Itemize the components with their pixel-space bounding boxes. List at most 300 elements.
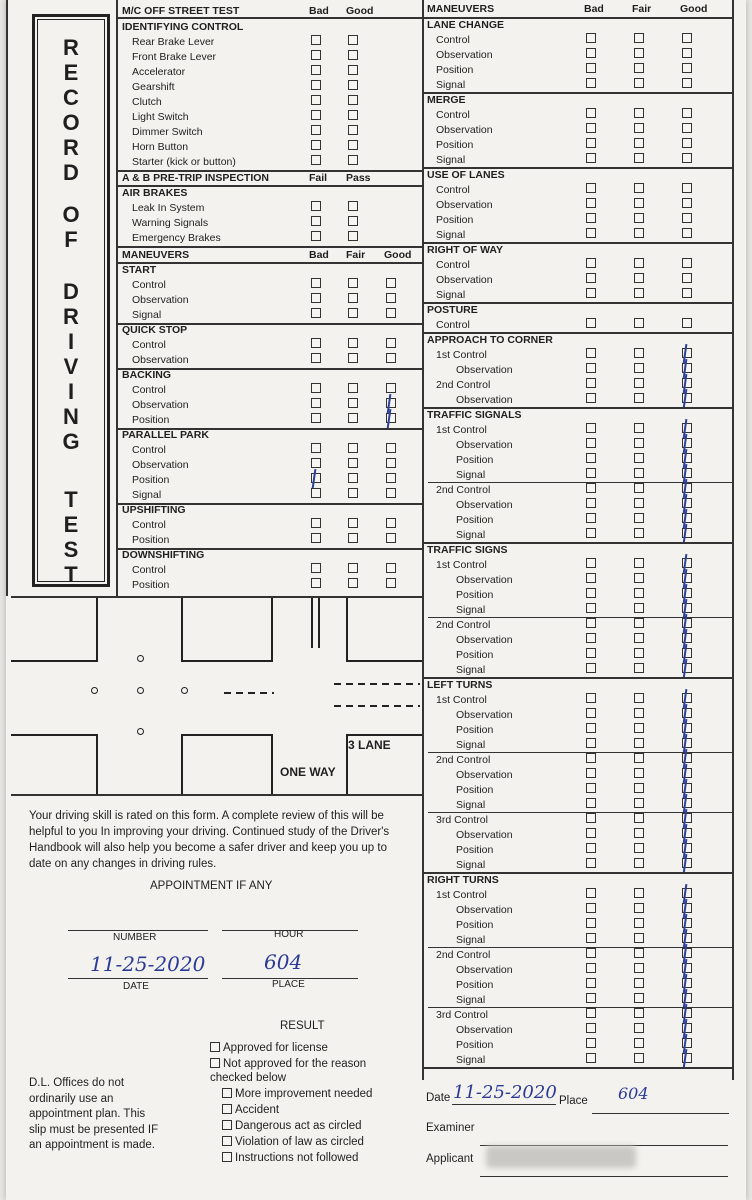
marker-dot <box>137 728 144 735</box>
fair-checkbox[interactable] <box>634 663 644 673</box>
fair-checkbox[interactable] <box>634 48 644 58</box>
row-label: Observation <box>132 459 189 471</box>
good-checkbox[interactable] <box>682 198 692 208</box>
bad-checkbox[interactable] <box>586 33 596 43</box>
fair-checkbox[interactable] <box>634 318 644 328</box>
result-checkbox[interactable] <box>222 1120 232 1130</box>
good-checkbox[interactable] <box>682 1053 692 1063</box>
fair-checkbox[interactable] <box>634 948 644 958</box>
fair-checkbox[interactable] <box>634 513 644 523</box>
bad-checkbox[interactable] <box>586 528 596 538</box>
signoff-place-value: 604 <box>618 1084 649 1103</box>
bad-checkbox[interactable] <box>586 348 596 358</box>
row-label: Control <box>436 109 470 121</box>
bad-checkbox[interactable] <box>586 798 596 808</box>
good-checkbox[interactable] <box>682 63 692 73</box>
good-checkbox[interactable] <box>682 903 692 913</box>
good-checkbox[interactable] <box>682 978 692 988</box>
good-checkbox[interactable] <box>682 453 692 463</box>
bad-checkbox[interactable] <box>586 138 596 148</box>
bad-checkbox[interactable] <box>586 363 596 373</box>
road-line <box>11 660 98 662</box>
bad-checkbox[interactable] <box>586 1023 596 1033</box>
fair-checkbox[interactable] <box>634 63 644 73</box>
row-label: Observation <box>456 1024 513 1036</box>
fair-checkbox[interactable] <box>634 108 644 118</box>
result-checkbox[interactable] <box>222 1152 232 1162</box>
good-checkbox[interactable] <box>682 138 692 148</box>
good-checkbox[interactable] <box>682 183 692 193</box>
good-checkbox[interactable] <box>682 33 692 43</box>
checklist-row <box>6 573 732 588</box>
good-checkbox[interactable] <box>682 708 692 718</box>
bad-checkbox[interactable] <box>311 95 321 105</box>
fair-checkbox[interactable] <box>634 963 644 973</box>
fair-checkbox[interactable] <box>634 213 644 223</box>
bad-checkbox[interactable] <box>586 273 596 283</box>
checklist-row <box>6 33 732 48</box>
reason-option <box>222 1135 364 1150</box>
row-label: Observation <box>456 769 513 781</box>
good-checkbox[interactable] <box>682 603 692 613</box>
fair-checkbox[interactable] <box>634 1023 644 1033</box>
good-checkbox[interactable] <box>682 843 692 853</box>
good-checkbox[interactable] <box>682 423 692 433</box>
bad-checkbox[interactable] <box>586 513 596 523</box>
fair-checkbox[interactable] <box>634 933 644 943</box>
good-checkbox[interactable] <box>682 123 692 133</box>
title-letter: R <box>63 304 79 329</box>
row-label: Signal <box>456 739 486 751</box>
bad-checkbox[interactable] <box>586 858 596 868</box>
fair-checkbox[interactable] <box>634 843 644 853</box>
bad-checkbox[interactable] <box>586 48 596 58</box>
good-checkbox[interactable] <box>682 948 692 958</box>
bad-checkbox[interactable] <box>586 633 596 643</box>
bad-checkbox[interactable] <box>586 663 596 673</box>
result-checkbox[interactable] <box>210 1058 220 1068</box>
bad-checkbox[interactable] <box>586 198 596 208</box>
good-checkbox[interactable] <box>682 393 692 403</box>
good-checkbox[interactable] <box>682 378 692 388</box>
bad-checkbox[interactable] <box>586 558 596 568</box>
one-way-label: ONE WAY <box>280 765 336 779</box>
checklist-row <box>6 708 732 723</box>
row-label: 2nd Control <box>436 619 491 631</box>
row-label: Control <box>132 279 166 291</box>
good-checkbox[interactable] <box>682 633 692 643</box>
fair-checkbox[interactable] <box>634 1008 644 1018</box>
title-letter: D <box>63 160 79 185</box>
good-checkbox[interactable] <box>682 528 692 538</box>
fair-checkbox[interactable] <box>634 573 644 583</box>
good-checkbox[interactable] <box>682 78 692 88</box>
bad-checkbox[interactable] <box>586 933 596 943</box>
bad-checkbox[interactable] <box>586 768 596 778</box>
good-checkbox[interactable] <box>682 723 692 733</box>
row-label: Observation <box>436 49 493 61</box>
bad-checkbox[interactable] <box>586 948 596 958</box>
good-checkbox[interactable] <box>682 738 692 748</box>
bad-checkbox[interactable] <box>586 648 596 658</box>
bad-checkbox[interactable] <box>586 573 596 583</box>
good-checkbox[interactable] <box>386 413 396 423</box>
good-checkbox[interactable] <box>682 648 692 658</box>
fair-checkbox[interactable] <box>634 693 644 703</box>
result-checkbox[interactable] <box>222 1104 232 1114</box>
good-checkbox[interactable] <box>682 288 692 298</box>
row-label: Observation <box>436 199 493 211</box>
bad-checkbox[interactable] <box>586 843 596 853</box>
checklist-row <box>6 63 732 78</box>
fair-checkbox[interactable] <box>634 228 644 238</box>
fair-checkbox[interactable] <box>634 588 644 598</box>
title-letter: G <box>62 429 80 454</box>
good-checkbox[interactable] <box>682 693 692 703</box>
checklist-row <box>6 183 732 198</box>
fair-checkbox[interactable] <box>634 153 644 163</box>
bad-checkbox[interactable] <box>586 108 596 118</box>
bad-checkbox[interactable] <box>586 693 596 703</box>
good-checkbox[interactable] <box>682 993 692 1003</box>
redacted-applicant-name <box>486 1146 636 1168</box>
row-label: Control <box>436 184 470 196</box>
fair-checkbox[interactable] <box>634 468 644 478</box>
col-header-pass: Pass <box>346 172 371 184</box>
good-checkbox[interactable] <box>682 663 692 673</box>
bad-checkbox[interactable] <box>586 468 596 478</box>
bad-checkbox[interactable] <box>586 258 596 268</box>
bad-checkbox[interactable] <box>586 123 596 133</box>
good-checkbox[interactable] <box>682 753 692 763</box>
good-checkbox[interactable] <box>682 768 692 778</box>
bad-checkbox[interactable] <box>586 978 596 988</box>
row-label: 1st Control <box>436 694 487 706</box>
group-header: TRAFFIC SIGNS <box>427 544 508 556</box>
row-label: Signal <box>456 799 486 811</box>
fair-checkbox[interactable] <box>634 393 644 403</box>
reason-option <box>222 1151 358 1166</box>
bad-checkbox[interactable] <box>311 413 321 423</box>
fair-checkbox[interactable] <box>634 33 644 43</box>
row-label: Signal <box>436 154 466 166</box>
col-header-good: Good <box>346 5 374 17</box>
fair-checkbox[interactable] <box>634 423 644 433</box>
road-line <box>271 734 273 794</box>
bad-checkbox[interactable] <box>586 903 596 913</box>
row-label: 2nd Control <box>436 949 491 961</box>
good-checkbox[interactable] <box>682 48 692 58</box>
good-checkbox[interactable] <box>682 363 692 373</box>
good-checkbox[interactable] <box>682 573 692 583</box>
checklist-row <box>6 378 732 393</box>
bad-checkbox[interactable] <box>586 318 596 328</box>
signoff-date-line <box>452 1104 556 1105</box>
good-checkbox[interactable] <box>682 108 692 118</box>
bad-checkbox[interactable] <box>586 288 596 298</box>
good-checkbox[interactable] <box>682 483 692 493</box>
result-checkbox[interactable] <box>222 1136 232 1146</box>
row-label: Position <box>132 579 170 591</box>
group-header: RIGHT OF WAY <box>427 244 504 256</box>
appointment-place-value: 604 <box>264 950 303 974</box>
road-line <box>318 598 320 648</box>
fair-checkbox[interactable] <box>634 648 644 658</box>
good-checkbox[interactable] <box>682 798 692 808</box>
fair-checkbox[interactable] <box>634 798 644 808</box>
bad-checkbox[interactable] <box>586 813 596 823</box>
bad-checkbox[interactable] <box>586 588 596 598</box>
signoff-place-line <box>592 1113 729 1114</box>
row-label: Position <box>456 919 494 931</box>
row-label: 2nd Control <box>436 754 491 766</box>
fair-checkbox[interactable] <box>634 618 644 628</box>
good-checkbox[interactable] <box>682 228 692 238</box>
group-header: BACKING <box>122 369 171 381</box>
bad-checkbox[interactable] <box>586 153 596 163</box>
row-label: Front Brake Lever <box>132 51 217 63</box>
row-label: Signal <box>456 859 486 871</box>
fair-checkbox[interactable] <box>348 308 358 318</box>
good-checkbox[interactable] <box>682 1038 692 1048</box>
fair-checkbox[interactable] <box>634 918 644 928</box>
bad-checkbox[interactable] <box>586 828 596 838</box>
good-checkbox[interactable] <box>682 498 692 508</box>
road-line <box>181 598 183 662</box>
row-label: Observation <box>456 394 513 406</box>
bad-checkbox[interactable] <box>586 393 596 403</box>
good-checkbox[interactable] <box>682 858 692 868</box>
reason-option <box>222 1119 362 1134</box>
row-label: Observation <box>456 709 513 721</box>
good-checkbox[interactable] <box>348 95 358 105</box>
fair-checkbox[interactable] <box>634 348 644 358</box>
fair-checkbox[interactable] <box>634 528 644 538</box>
fair-checkbox[interactable] <box>634 753 644 763</box>
checklist-row <box>6 78 732 93</box>
bad-checkbox[interactable] <box>586 753 596 763</box>
bad-checkbox[interactable] <box>586 918 596 928</box>
good-checkbox[interactable] <box>682 318 692 328</box>
fair-checkbox[interactable] <box>634 138 644 148</box>
fair-checkbox[interactable] <box>634 378 644 388</box>
good-checkbox[interactable] <box>682 963 692 973</box>
bad-checkbox[interactable] <box>586 483 596 493</box>
result-title: RESULT <box>280 1020 325 1032</box>
fair-checkbox[interactable] <box>634 993 644 1003</box>
fair-checkbox[interactable] <box>634 858 644 868</box>
approved-option <box>210 1041 328 1056</box>
fair-checkbox[interactable] <box>634 483 644 493</box>
bad-checkbox[interactable] <box>586 213 596 223</box>
checklist-row <box>6 768 732 783</box>
fair-checkbox[interactable] <box>634 828 644 838</box>
good-checkbox[interactable] <box>682 1023 692 1033</box>
fair-checkbox[interactable] <box>634 183 644 193</box>
row-label: Observation <box>436 274 493 286</box>
good-checkbox[interactable] <box>682 348 692 358</box>
row-label: Observation <box>132 354 189 366</box>
bad-checkbox[interactable] <box>586 498 596 508</box>
info-text: Your driving skill is rated on this form. A complete review of this will be helpful to you In improving your driving. Continued study of the Driver's Handbook will also help you become a safer driver and keep you up to date on any changes in driving rules. <box>29 810 390 870</box>
bad-checkbox[interactable] <box>586 993 596 1003</box>
row-label: Signal <box>456 934 486 946</box>
bad-checkbox[interactable] <box>586 963 596 973</box>
checklist-row <box>6 498 732 513</box>
fair-checkbox[interactable] <box>634 498 644 508</box>
bad-checkbox[interactable] <box>586 888 596 898</box>
col-header-bad: Bad <box>309 5 329 17</box>
good-checkbox[interactable] <box>682 558 692 568</box>
bad-checkbox[interactable] <box>586 453 596 463</box>
bad-checkbox[interactable] <box>586 618 596 628</box>
bad-checkbox[interactable] <box>586 1008 596 1018</box>
col-header-fair: Fair <box>632 3 652 15</box>
good-checkbox[interactable] <box>682 588 692 598</box>
fair-checkbox[interactable] <box>634 903 644 913</box>
fair-checkbox[interactable] <box>634 258 644 268</box>
fair-checkbox[interactable] <box>634 1053 644 1063</box>
bad-checkbox[interactable] <box>586 738 596 748</box>
row-label: Signal <box>456 469 486 481</box>
bad-checkbox[interactable] <box>586 228 596 238</box>
col-header-bad: Bad <box>309 249 329 261</box>
checklist-row <box>6 618 732 633</box>
fair-checkbox[interactable] <box>634 453 644 463</box>
fair-checkbox[interactable] <box>348 413 358 423</box>
bad-checkbox[interactable] <box>586 423 596 433</box>
fair-checkbox[interactable] <box>634 633 644 643</box>
checklist-row <box>6 198 732 213</box>
left-column-divider <box>116 0 118 596</box>
fair-checkbox[interactable] <box>634 813 644 823</box>
applicant-label: Applicant <box>426 1153 474 1165</box>
col-header-good: Good <box>680 3 708 15</box>
group-divider <box>422 1067 734 1069</box>
diagram-top-line <box>11 596 423 598</box>
good-checkbox[interactable] <box>682 828 692 838</box>
result-label: Accident <box>235 1104 280 1116</box>
result-checkbox[interactable] <box>210 1042 220 1052</box>
lane-dash <box>334 683 420 685</box>
row-label: Observation <box>456 574 513 586</box>
road-line <box>346 660 422 662</box>
row-label: Clutch <box>132 96 162 108</box>
good-checkbox[interactable] <box>682 618 692 628</box>
checklist-row <box>6 123 732 138</box>
fair-checkbox[interactable] <box>634 288 644 298</box>
fair-checkbox[interactable] <box>634 558 644 568</box>
good-checkbox[interactable] <box>682 813 692 823</box>
row-label: Observation <box>456 439 513 451</box>
fair-checkbox[interactable] <box>634 783 644 793</box>
good-checkbox[interactable] <box>682 213 692 223</box>
bad-checkbox[interactable] <box>586 783 596 793</box>
good-checkbox[interactable] <box>386 308 396 318</box>
fair-checkbox[interactable] <box>634 603 644 613</box>
checklist-row <box>6 528 732 543</box>
good-checkbox[interactable] <box>682 273 692 283</box>
fair-checkbox[interactable] <box>634 363 644 373</box>
number-label: NUMBER <box>113 932 157 943</box>
row-label: Position <box>456 514 494 526</box>
title-letter: O <box>62 202 80 227</box>
fair-checkbox[interactable] <box>634 273 644 283</box>
road-line <box>271 598 273 662</box>
bad-checkbox[interactable] <box>586 708 596 718</box>
group-divider <box>422 92 734 94</box>
bad-checkbox[interactable] <box>311 308 321 318</box>
good-checkbox[interactable] <box>682 1008 692 1018</box>
result-label: Violation of law as circled <box>235 1136 364 1148</box>
left-column-divider <box>6 0 8 596</box>
good-checkbox[interactable] <box>682 258 692 268</box>
fair-checkbox[interactable] <box>634 738 644 748</box>
checklist-row <box>6 1038 732 1053</box>
bad-checkbox[interactable] <box>586 378 596 388</box>
good-checkbox[interactable] <box>682 513 692 523</box>
fair-checkbox[interactable] <box>634 78 644 88</box>
good-checkbox[interactable] <box>386 338 396 348</box>
row-label: Warning Signals <box>132 217 209 229</box>
bad-checkbox[interactable] <box>586 1038 596 1048</box>
bad-checkbox[interactable] <box>311 338 321 348</box>
good-checkbox[interactable] <box>682 918 692 928</box>
title-letter: E <box>63 60 79 85</box>
fair-checkbox[interactable] <box>634 888 644 898</box>
bad-checkbox[interactable] <box>586 723 596 733</box>
row-label: Signal <box>456 529 486 541</box>
fair-checkbox[interactable] <box>634 438 644 448</box>
good-checkbox[interactable] <box>682 888 692 898</box>
title-letter: D <box>63 279 79 304</box>
checklist-row <box>6 108 732 123</box>
row-label: Observation <box>456 904 513 916</box>
appointment-title: APPOINTMENT IF ANY <box>150 880 273 892</box>
fair-checkbox[interactable] <box>634 768 644 778</box>
bad-checkbox[interactable] <box>586 438 596 448</box>
diagram-bottom-line <box>11 794 423 796</box>
fair-checkbox[interactable] <box>634 708 644 718</box>
row-label: Leak In System <box>132 202 205 214</box>
fair-checkbox[interactable] <box>634 123 644 133</box>
bad-checkbox[interactable] <box>586 78 596 88</box>
fair-checkbox[interactable] <box>634 1038 644 1048</box>
bad-checkbox[interactable] <box>586 603 596 613</box>
row-label: Position <box>436 214 474 226</box>
row-label: Observation <box>456 964 513 976</box>
row-label: 3rd Control <box>436 1009 488 1021</box>
bad-checkbox[interactable] <box>586 1053 596 1063</box>
fair-checkbox[interactable] <box>634 723 644 733</box>
good-checkbox[interactable] <box>682 438 692 448</box>
checklist-row <box>6 288 732 303</box>
result-checkbox[interactable] <box>222 1088 232 1098</box>
bad-checkbox[interactable] <box>586 183 596 193</box>
fair-checkbox[interactable] <box>634 978 644 988</box>
fair-checkbox[interactable] <box>634 198 644 208</box>
row-label: Position <box>456 589 494 601</box>
bad-checkbox[interactable] <box>586 63 596 73</box>
col-header-bad: Bad <box>584 3 604 15</box>
fair-checkbox[interactable] <box>348 338 358 348</box>
good-checkbox[interactable] <box>682 153 692 163</box>
number-line <box>68 930 208 931</box>
good-checkbox[interactable] <box>682 468 692 478</box>
result-label: Approved for license <box>223 1042 328 1054</box>
good-checkbox[interactable] <box>682 933 692 943</box>
good-checkbox[interactable] <box>682 783 692 793</box>
